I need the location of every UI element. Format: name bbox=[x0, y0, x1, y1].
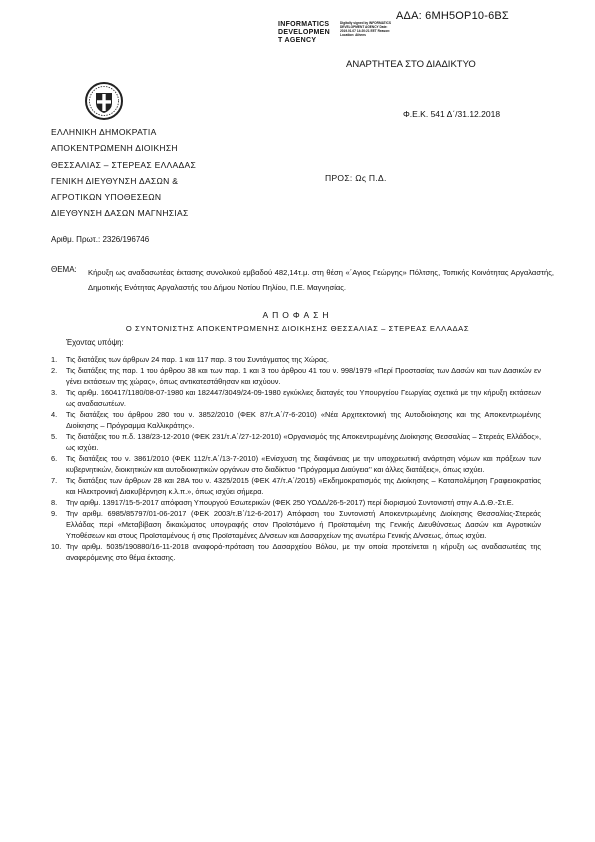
issuer-line: ΑΠΟΚΕΝΤΡΩΜΕΝΗ ΔΙΟΙΚΗΣΗ bbox=[51, 143, 178, 154]
item-text: Τις διατάξεις του ν. 3861/2010 (ΦΕΚ 112/τ.Α΄/13-7-2010) «Ενίσχυση της διαφάνειας με την υποχρεωτική ανάρτηση νόμων και πράξεων των κυβερνητικών, διοικητικών και αυτοδιοικητικών οργάνων στο διαδίκτυο ‘‘Πρόγραμμα Διαύγεια’’ και άλλες διατάξεις», όπως ισχύει. bbox=[66, 454, 541, 474]
signature-stamp bbox=[278, 21, 330, 45]
issuer-line: ΕΛΛΗΝΙΚΗ ΔΗΜΟΚΡΑΤΙΑ bbox=[51, 127, 157, 137]
issuer-line: ΑΓΡΟΤΙΚΩΝ ΥΠΟΘΕΣΕΩΝ bbox=[51, 192, 162, 203]
fek-reference: Φ.Ε.Κ. 541 Δ΄/31.12.2018 bbox=[403, 109, 501, 119]
list-item bbox=[51, 541, 541, 563]
ada-code: ΑΔΑ: 6ΜΗ5ΟΡ10-6ΒΣ bbox=[396, 10, 509, 22]
item-text: Τις διατάξεις των άρθρων 28 και 28Α του ν. 4325/2015 (ΦΕΚ 47/τ.Α΄/2015) «Εκδημοκρατισμός της Διοίκησης – Καταπολέμηση Γραφειοκρατίας και Ηλεκτρονική Διακυβέρνηση κ.λ.π.», όπως ισχύει σήμερα. bbox=[66, 476, 541, 496]
list-item bbox=[51, 453, 541, 475]
item-number: 4. bbox=[51, 410, 58, 419]
issuer-line: ΘΕΣΣΑΛΙΑΣ – ΣΤΕΡΕΑΣ ΕΛΛΑΔΑΣ bbox=[51, 159, 197, 170]
greek-emblem-icon bbox=[84, 81, 124, 121]
stamp-line: T AGENCY bbox=[278, 37, 317, 44]
item-number: 1. bbox=[51, 355, 58, 364]
issuer-line: ΓΕΝΙΚΗ ΔΙΕΥΘΥΝΣΗ ΔΑΣΩΝ & bbox=[51, 175, 179, 186]
protocol-number: Αριθμ. Πρωτ.: 2326/196746 bbox=[51, 235, 150, 244]
recipient: ΠΡΟΣ: Ως Π.Δ. bbox=[325, 173, 387, 183]
item-text: Τις αριθμ. 160417/1180/08-07-1980 και 182447/3049/24-09-1980 εγκύκλιες διαταγές του Υπουργείου Γεωργίας σχετικά με την κήρυξη εκτάσεων ως αναδασωτέων. bbox=[66, 388, 541, 408]
list-item bbox=[51, 497, 541, 508]
decision-subtitle: Ο ΣΥΝΤΟΝΙΣΤΗΣ ΑΠΟΚΕΝΤΡΩΜΕΝΗΣ ΔΙΟΙΚΗΣΗΣ ΘΕΣΣΑΛΙΑΣ – ΣΤΕΡΕΑΣ ΕΛΛΑΔΑΣ bbox=[125, 324, 470, 333]
item-number: 8. bbox=[51, 498, 58, 507]
publish-notice: ΑΝΑΡΤΗΤΕΑ ΣΤΟ ΔΙΑΔΙΚΤΥΟ bbox=[346, 59, 476, 70]
item-number: 10. bbox=[51, 542, 62, 551]
issuer-block bbox=[51, 124, 196, 222]
issuer-line: ΔΙΕΥΘΥΝΣΗ ΔΑΣΩΝ ΜΑΓΝΗΣΙΑΣ bbox=[51, 208, 189, 219]
stamp-line: INFORMATICS bbox=[278, 21, 330, 28]
item-number: 2. bbox=[51, 366, 58, 375]
item-number: 9. bbox=[51, 509, 58, 518]
item-number: 7. bbox=[51, 476, 58, 485]
list-item bbox=[51, 475, 541, 497]
subject-label: ΘΕΜΑ: bbox=[51, 265, 77, 274]
item-text: Τις διατάξεις του άρθρου 280 του ν. 3852/2010 (ΦΕΚ 87/τ.Α΄/7-6-2010) «Νέα Αρχιτεκτονική της Αυτοδιοίκησης και της Αποκεντρωμένης Διοίκησης – Πρόγραμμα Καλλικράτης». bbox=[66, 410, 541, 430]
item-text: Τις διατάξεις του π.δ. 138/23-12-2010 (ΦΕΚ 231/τ.Α΄/27-12-2010) «Οργανισμός της Αποκεντρωμένης Διοίκησης Θεσσαλίας – Στερεάς Ελλάδος», ως ισχύει. bbox=[66, 432, 541, 452]
item-text: Την αριθμ. 13917/15-5-2017 απόφαση Υπουργού Εσωτερικών (ΦΕΚ 250 ΥΟΔΔ/26-5-2017) περί διορισμού Συντονιστή στην Α.Δ.Θ.-Στ.Ε. bbox=[66, 498, 514, 507]
stamp-line: DEVELOPMEN bbox=[278, 29, 331, 36]
item-number: 5. bbox=[51, 432, 58, 441]
having-regard-heading: Έχοντας υπόψη: bbox=[66, 338, 124, 347]
decision-title: ΑΠΟΦΑΣΗ bbox=[262, 310, 333, 320]
list-item bbox=[51, 431, 541, 453]
list-item bbox=[51, 387, 541, 409]
list-item bbox=[51, 365, 541, 387]
item-number: 6. bbox=[51, 454, 58, 463]
stamp-fine-print: Digitally signed by INFORMATICS DEVELOPMENT AGENCY Date: 2019.01.07 14:20:21 EET Reason: Location: Athens bbox=[340, 21, 391, 37]
list-item bbox=[51, 409, 541, 431]
item-text: Την αριθμ. 5035/190880/16-11-2018 αναφορά-πρόταση του Δασαρχείου Βόλου, με την οποία προτείνεται η κήρυξη ως αναδασωτέας της αναφερόμενης στο θέμα έκτασης. bbox=[66, 542, 541, 562]
item-text: Τις διατάξεις των άρθρων 24 παρ. 1 και 117 παρ. 3 του Συντάγματος της Χώρας. bbox=[66, 355, 329, 364]
item-number: 3. bbox=[51, 388, 58, 397]
subject-text: Κήρυξη ως αναδασωτέας έκτασης συνολικού εμβαδού 482,14τ.μ. στη θέση «΄Αγιος Γεώργης» Πόλτσης, Τοπικής Κοινότητας Αργαλαστής, Δημοτικής Ενότητας Αργαλαστής του Δήμου Νοτίου Πηλίου, Π.Ε. Μαγνησίας. bbox=[88, 268, 554, 292]
item-text: Τις διατάξεις της παρ. 1 του άρθρου 38 και των παρ. 1 και 3 του άρθρου 41 του ν. 998/1979 «Περί Προστασίας των Δασών και των Δασικών εν γένει εκτάσεων της χώρας», όπως αντικατεστάθησαν και ισχύουν. bbox=[66, 366, 541, 386]
considerations-list bbox=[51, 354, 541, 563]
list-item bbox=[51, 354, 541, 365]
list-item bbox=[51, 508, 541, 541]
item-text: Την αριθμ. 6985/85797/01-06-2017 (ΦΕΚ 2003/τ.Β΄/12-6-2017) Απόφαση του Συντονιστή Αποκεντρωμένης Διοίκησης Θεσσαλίας-Στερεάς Ελλάδας περί «Μεταβίβαση δικαιώματος υπογραφής στον Προϊστάμενο ή Προϊσταμένη της Γενικής Διευθύνσεως Δασών και Αγροτικών Υποθέσεων και στους Προϊσταμένους ή στις Προϊσταμένες Δ/νσεων και Δασαρχείων της ανωτέρω Γενικής Δ/νσεως, όπως ισχύει. bbox=[66, 509, 541, 540]
